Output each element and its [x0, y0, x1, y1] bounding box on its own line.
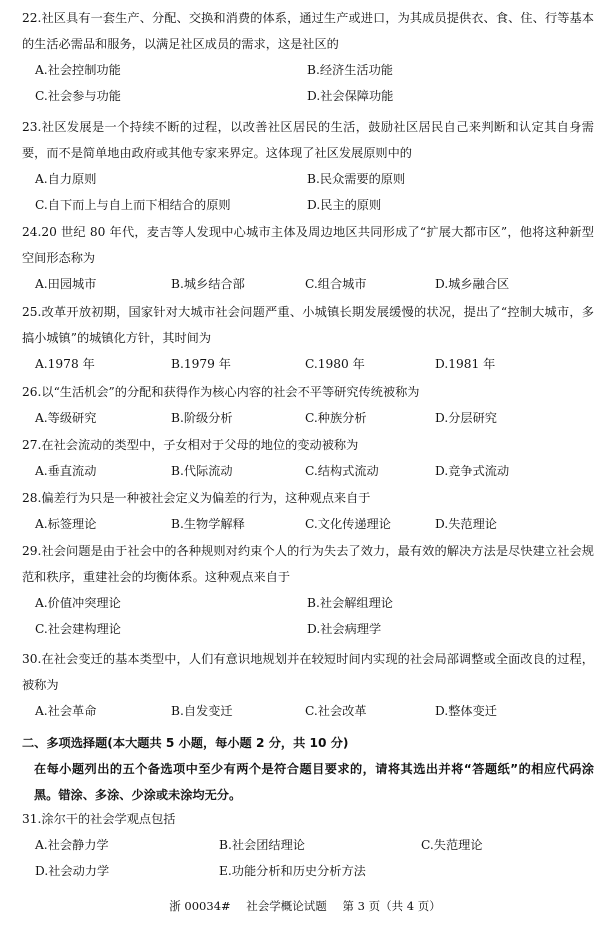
option-d: D.社会保障功能 — [307, 89, 394, 103]
option-b: B.生物学解释 — [171, 517, 245, 531]
option-c: C.社会参与功能 — [35, 89, 121, 103]
options-row — [22, 832, 594, 858]
question-25 — [22, 299, 594, 377]
exam-title: 社会学概论试题 — [246, 899, 327, 913]
option-b: B.社会解组理论 — [307, 596, 393, 610]
options-row — [22, 858, 594, 884]
option-c: C.组合城市 — [305, 277, 367, 291]
question-stem: 23.社区发展是一个持续不断的过程，以改善社区居民的生活，鼓励社区居民自己来判断和认定其自身需要，而不是简单地由政府或其他专家来界定。这体现了社区发展原则中的 — [22, 120, 594, 160]
question-stem: 29.社会问题是由于社会中的各种规则对约束个人的行为失去了效力，最有效的解决方法是尽快建立社会规范和秩序，重建社会的均衡体系。这种观点来自于 — [22, 544, 594, 584]
option-c: C.失范理论 — [421, 838, 483, 852]
option-d: D.社会病理学 — [307, 622, 382, 636]
question-stem: 28.偏差行为只是一种被社会定义为偏差的行为，这种观点来自于 — [22, 491, 371, 505]
page-footer — [0, 898, 610, 914]
question-stem: 24.20 世纪 80 年代，麦吉等人发现中心城市主体及周边地区共同形成了“扩展大都市区”，他将这种新型空间形态称为 — [22, 225, 594, 265]
option-d: D.失范理论 — [435, 517, 497, 531]
option-b: B.社会团结理论 — [219, 838, 305, 852]
option-a: A.1978 年 — [35, 357, 95, 371]
page-number: 第 3 页（共 4 页） — [342, 899, 441, 913]
option-d: D.竞争式流动 — [435, 464, 510, 478]
option-d: D.整体变迁 — [435, 704, 497, 718]
options-row — [22, 271, 594, 297]
option-c: C.社会改革 — [305, 704, 367, 718]
question-23 — [22, 114, 594, 218]
options-row — [22, 590, 594, 616]
option-a: A.社会革命 — [35, 704, 97, 718]
option-c: C.文化传递理论 — [305, 517, 391, 531]
options-row — [22, 57, 594, 83]
options-row — [22, 458, 594, 484]
option-b: B.经济生活功能 — [307, 63, 393, 77]
option-a: A.垂直流动 — [35, 464, 97, 478]
question-30 — [22, 646, 594, 724]
question-31 — [22, 806, 594, 884]
section-heading: 二、多项选择题(本大题共 5 小题，每小题 2 分，共 10 分) — [22, 736, 349, 750]
option-a: A.等级研究 — [35, 411, 97, 425]
option-c: C.社会建构理论 — [35, 622, 121, 636]
question-22 — [22, 5, 594, 109]
option-a: A.价值冲突理论 — [35, 596, 121, 610]
question-29 — [22, 538, 594, 642]
options-row — [22, 192, 594, 218]
options-row — [22, 166, 594, 192]
question-26 — [22, 379, 594, 431]
options-row — [22, 511, 594, 537]
option-a: A.自力原则 — [35, 172, 97, 186]
question-stem: 31.涂尔干的社会学观点包括 — [22, 812, 176, 826]
question-stem: 22.社区具有一套生产、分配、交换和消费的体系，通过生产或进口，为其成员提供衣、食、住、行等基本的生活必需品和服务，以满足社区成员的需求，这是社区的 — [22, 11, 594, 51]
question-24 — [22, 219, 594, 297]
option-d: D.民主的原则 — [307, 198, 382, 212]
option-d: D.城乡融合区 — [435, 277, 510, 291]
option-c: C.结构式流动 — [305, 464, 379, 478]
options-row — [22, 83, 594, 109]
option-a: A.社会控制功能 — [35, 63, 121, 77]
option-c: C.自下而上与自上而下相结合的原则 — [35, 198, 231, 212]
option-e: E.功能分析和历史分析方法 — [219, 864, 366, 878]
section-instruction: 在每小题列出的五个备选项中至少有两个是符合题目要求的，请将其选出并将“答题纸”的相应代码涂黑。错涂、多涂、少涂或未涂均无分。 — [34, 762, 594, 802]
question-28 — [22, 485, 594, 537]
option-b: B.1979 年 — [171, 357, 231, 371]
option-d: D.社会动力学 — [35, 864, 110, 878]
question-stem: 25.改革开放初期，国家针对大城市社会问题严重、小城镇长期发展缓慢的状况，提出了“控制大城市，多搞小城镇”的城镇化方针，其时间为 — [22, 305, 594, 345]
question-stem: 30.在社会变迁的基本类型中，人们有意识地规划并在较短时间内实现的社会局部调整或全面改良的过程，被称为 — [22, 652, 594, 692]
option-a: A.标签理论 — [35, 517, 97, 531]
option-a: A.田园城市 — [35, 277, 97, 291]
options-row — [22, 698, 594, 724]
exam-code: 浙 00034# — [169, 899, 231, 913]
option-c: C.1980 年 — [305, 357, 365, 371]
option-b: B.城乡结合部 — [171, 277, 245, 291]
option-b: B.阶级分析 — [171, 411, 233, 425]
options-row — [22, 405, 594, 431]
option-d: D.1981 年 — [435, 357, 496, 371]
question-27 — [22, 432, 594, 484]
option-d: D.分层研究 — [435, 411, 497, 425]
option-b: B.民众需要的原则 — [307, 172, 406, 186]
option-b: B.代际流动 — [171, 464, 233, 478]
option-a: A.社会静力学 — [35, 838, 109, 852]
option-c: C.种族分析 — [305, 411, 367, 425]
option-b: B.自发变迁 — [171, 704, 233, 718]
options-row — [22, 616, 594, 642]
options-row — [22, 351, 594, 377]
question-stem: 27.在社会流动的类型中，子女相对于父母的地位的变动被称为 — [22, 438, 359, 452]
question-stem: 26.以“生活机会”的分配和获得作为核心内容的社会不平等研究传统被称为 — [22, 385, 420, 399]
